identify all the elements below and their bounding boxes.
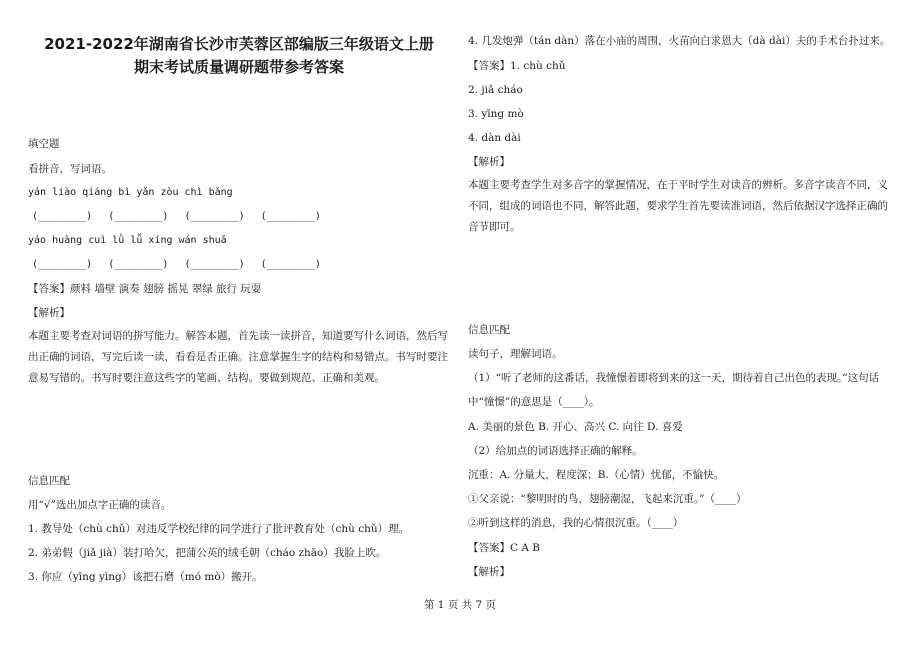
- answer-blank: (________): [108, 259, 169, 270]
- document-title-line2: 期末考试质量调研题带参考答案: [133, 58, 344, 76]
- answer-blank: (________): [260, 259, 321, 270]
- answer-4: 4. dàn dài: [468, 132, 521, 144]
- answer-blank: (________): [108, 211, 169, 222]
- blank-row-2: [32, 258, 321, 272]
- question-1: 1. 教导处（chù chǔ）对违反学校纪律的同学进行了批评教育处（chù chǔ）理。: [28, 523, 410, 535]
- section1-heading: 填空题: [28, 138, 60, 150]
- section1-answer: 【答案】颜料 墙壁 演奏 翅膀 摇晃 翠绿 旅行 玩耍: [28, 283, 262, 295]
- answer-blank: (________): [184, 259, 245, 270]
- answer-blank: (________): [32, 259, 93, 270]
- section3-heading: 信息匹配: [468, 324, 510, 336]
- section3-question-2: （2）给加点的词语选择正确的解释。: [468, 445, 643, 457]
- blank-row-1: [32, 210, 321, 224]
- section1-instruction: 看拼音，写词语。: [28, 163, 112, 175]
- question-3: 3. 你应（yīng yìng）该把石磨（mó mò）搬开。: [28, 571, 263, 583]
- answer-blank: (________): [260, 211, 321, 222]
- pinyin-row-1: yán liào qiáng bì yǎn zòu chì bǎng: [28, 187, 233, 198]
- document-title-line1: 2021-2022年湖南省长沙市芙蓉区部编版三年级语文上册: [44, 35, 434, 53]
- answer-blank: (________): [184, 211, 245, 222]
- section1-analysis-label: 【解析】: [28, 307, 70, 319]
- section3-definition: 沉重：A. 分量大，程度深；B.（心情）忧郁，不愉快。: [468, 469, 725, 481]
- section3-instruction: 读句子，理解词语。: [468, 348, 563, 360]
- section3-question-1-line1: （1）“听了老师的这番话，我憧憬着即将到来的这一天，期待着自己出色的表现。”这句话: [468, 372, 880, 384]
- section3-analysis-label: 【解析】: [468, 566, 510, 578]
- section3-answer: 【答案】C A B: [468, 542, 541, 554]
- page-number: 第 1 页 共 7 页: [423, 599, 497, 611]
- section3-options: A. 美丽的景色 B. 开心、高兴 C. 向往 D. 喜爱: [468, 421, 683, 433]
- pinyin-row-2: yáo huàng cuì lǜ lǚ xíng wán shuǎ: [28, 235, 227, 246]
- section3-sentence-1: ①父亲说：“黎明时的鸟，翅膀潮湿，飞起来沉重。”（____）: [468, 493, 747, 505]
- section2-answer: 【答案】1. chù chǔ: [468, 60, 566, 72]
- section1-analysis: 本题主要考查对词语的拼写能力。解答本题，首先读一读拼音，知道要写什么词语，然后写出正确的词语，写完后读一读，看看是否正确。注意掌握生字的结构和易错点。书写时要注意易写错的。书写时要注意这些字的笔画、结构。要做到规范、正确和美观。: [28, 330, 448, 384]
- section2-analysis-label: 【解析】: [468, 156, 510, 168]
- section3-sentence-2: ②听到这样的消息，我的心情很沉重。（____）: [468, 517, 684, 529]
- question-4: 4. 几发炮弹（tán dàn）落在小庙的周围，火苗向白求恩大（dà dài）夫的手术台扑过来。: [468, 35, 891, 47]
- section2-analysis: 本题主要考查学生对多音字的掌握情况，在于平时学生对读音的辨析。多音字读音不同，义不同，组成的词语也不同，解答此题，要求学生首先要读准词语，然后依据汉字选择正确的音节即可。: [468, 179, 888, 233]
- question-2: 2. 弟弟假（jiǎ jià）装打哈欠，把蒲公英的绒毛朝（cháo zhāo）我脸上吹。: [28, 547, 387, 559]
- answer-2: 2. jiǎ cháo: [468, 84, 523, 96]
- section2-heading: 信息匹配: [28, 475, 70, 487]
- section3-question-1-line2: 中“憧憬”的意思是（____）。: [468, 396, 600, 408]
- answer-blank: (________): [32, 211, 93, 222]
- answer-3: 3. yīng mò: [468, 108, 524, 120]
- section2-instruction: 用“√”选出加点字正确的读音。: [28, 499, 172, 511]
